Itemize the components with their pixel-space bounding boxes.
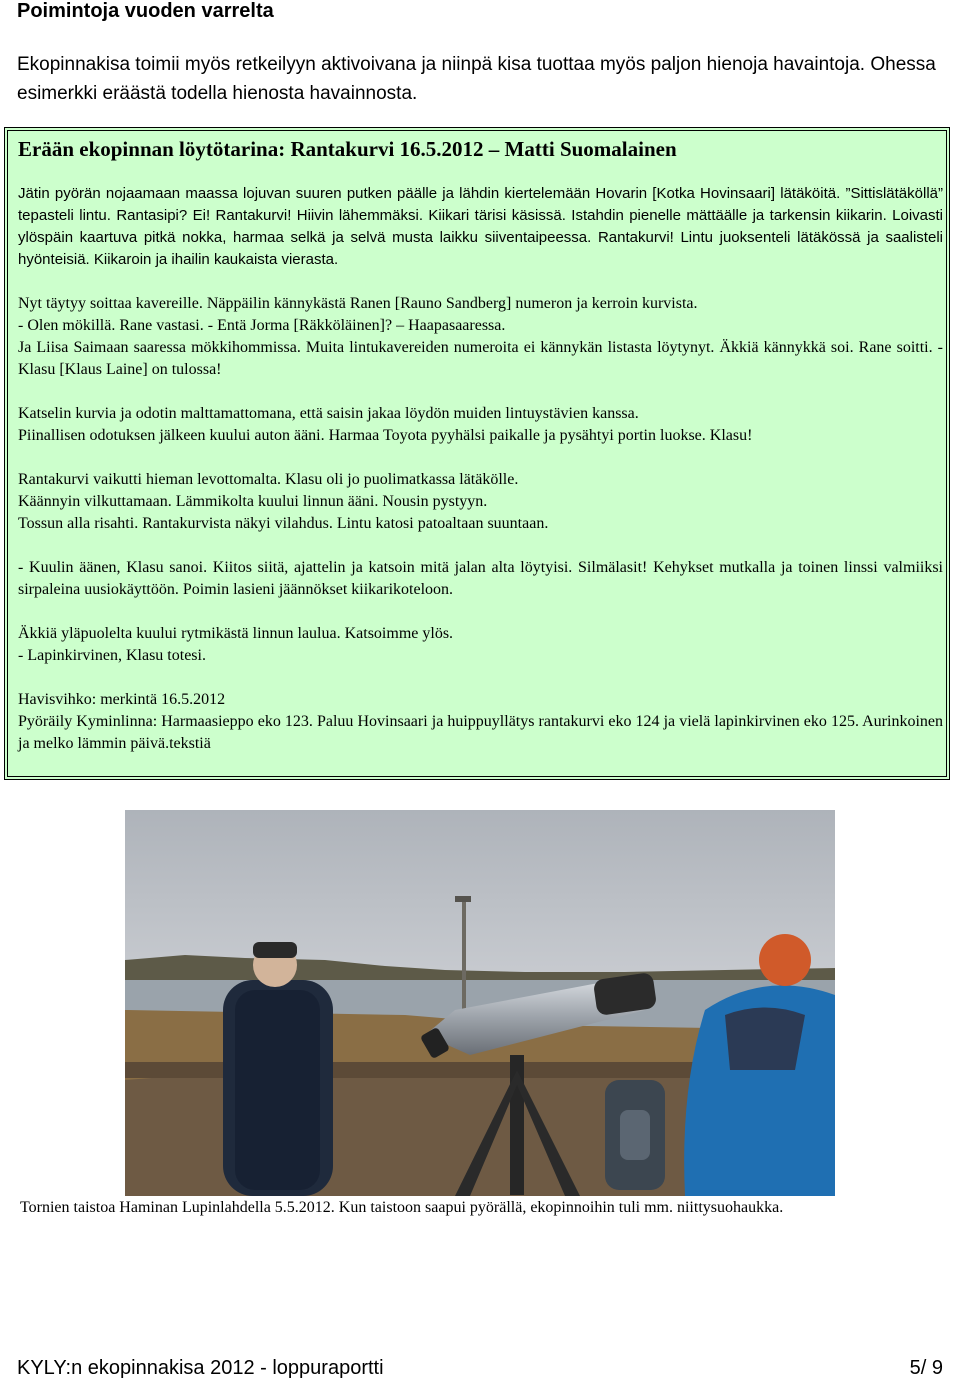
story-line: Tossun alla risahti. Rantakurvista näkyi vilahdus. Lintu katosi patoaltaan suuntaan. — [18, 515, 549, 532]
story-box — [4, 127, 950, 780]
story-line: Ja Liisa Saimaan saaressa mökkihommissa. Muita lintukavereiden numeroita ei kännykän listasta löytynyt. Äkkiä kännykkä soi. Rane soitti. - Klasu [Klaus Laine] on tulossa! — [18, 339, 943, 378]
intro-paragraph: Ekopinnakisa toimii myös retkeilyyn aktivoivana ja niinpä kisa tuottaa myös paljon hienoja havaintoja. Ohessa esimerkki eräästä todella hienosta havainnosta. — [17, 54, 936, 104]
story-line: - Lapinkirvinen, Klasu totesi. — [18, 647, 206, 664]
footer-title: KYLY:n ekopinnakisa 2012 - loppuraportti — [17, 1357, 384, 1379]
story-body — [18, 183, 943, 755]
birdwatching-photo — [125, 810, 835, 1196]
photo-illustration — [125, 810, 835, 1196]
notebook-text: Pyöräily Kyminlinna: Harmaasieppo eko 123. Paluu Hovinsaari ja huippuyllätys rantakurvi eko 124 ja vielä lapinkirvinen eko 125. Aurinkoinen ja melko lämmin päivä.tekstiä — [18, 713, 943, 752]
section-heading: Poimintoja vuoden varrelta — [17, 0, 274, 22]
pole-lamp — [455, 896, 471, 902]
story-paragraph-7 — [18, 689, 943, 755]
story-line: Katselin kurvia ja odotin malttamattomana, että saisin jakaa löydön muiden lintuystävien kanssa. — [18, 405, 639, 422]
story-line: Nyt täytyy soittaa kavereille. Näppäilin kännykästä Ranen [Rauno Sandberg] numeron ja kerroin kurvista. — [18, 295, 698, 312]
story-line: Käännyin vilkuttamaan. Lämmikolta kuului linnun ääni. Nousin pystyyn. — [18, 493, 488, 510]
story-paragraph-4 — [18, 469, 943, 535]
story-title: Erään ekopinnan löytötarina: Rantakurvi 16.5.2012 – Matti Suomalainen — [18, 137, 677, 161]
story-line: Äkkiä yläpuolelta kuului rytmikästä linnun laulua. Katsoimme ylös. — [18, 625, 454, 642]
story-line: Piinallisen odotuksen jälkeen kuului auton ääni. Harmaa Toyota pyyhälsi paikalle ja pysähtyi portin luokse. Klasu! — [18, 427, 753, 444]
story-paragraph-3 — [18, 403, 943, 447]
notebook-label: Havisvihko: merkintä 16.5.2012 — [18, 691, 226, 708]
page-number: 5/ 9 — [909, 1357, 943, 1379]
story-paragraph-1: Jätin pyörän nojaamaan maassa lojuvan suuren putken päälle ja lähdin kiertelemään Hovarin [Kotka Hovinsaari] lätäköitä. ”Sittislätäköllä” tepasteli lintu. Rantasipi? Ei! Rantakurvi! Hiivin lähemmäksi. Kiikari tärisi käsissä. Istahdin pienelle mättäälle ja tarkensin kiikarin. Loivasti ylöspäin kaartuva pitkä nokka, harmaa selkä ja selvä musta laikku siiventaipeessa. Rantakurvi! Lintu juoksenteli lätäkössä ja saalisteli hyönteisiä. Kiikaroin ja ihailin kaukaista vierasta. — [18, 185, 943, 268]
backpack — [605, 1080, 665, 1190]
story-line: - Olen mökillä. Rane vastasi. - Entä Jorma [Räkköläinen]? – Haapasaaressa. — [18, 317, 506, 334]
story-paragraph-6 — [18, 623, 943, 667]
story-line: Rantakurvi vaikutti hieman levottomalta. Klasu oli jo puolimatkassa lätäkölle. — [18, 471, 519, 488]
story-paragraph-2 — [18, 293, 943, 381]
pole — [462, 900, 466, 1020]
story-paragraph-5: - Kuulin äänen, Klasu sanoi. Kiitos siitä, ajattelin ja katsoin mitä jalan alta löytyisi. Silmälasit! Kehykset mutkalla ja toinen linssi valmiiksi sirpaleina uusiokäyttöön. Poimin lasieni jäännökset kiikarikoteloon. — [18, 559, 943, 598]
photo-caption: Tornien taistoa Haminan Lupinlahdella 5.5.2012. Kun taistoon saapui pyörällä, ekopinnoihin tuli mm. niittysuohaukka. — [20, 1199, 784, 1216]
